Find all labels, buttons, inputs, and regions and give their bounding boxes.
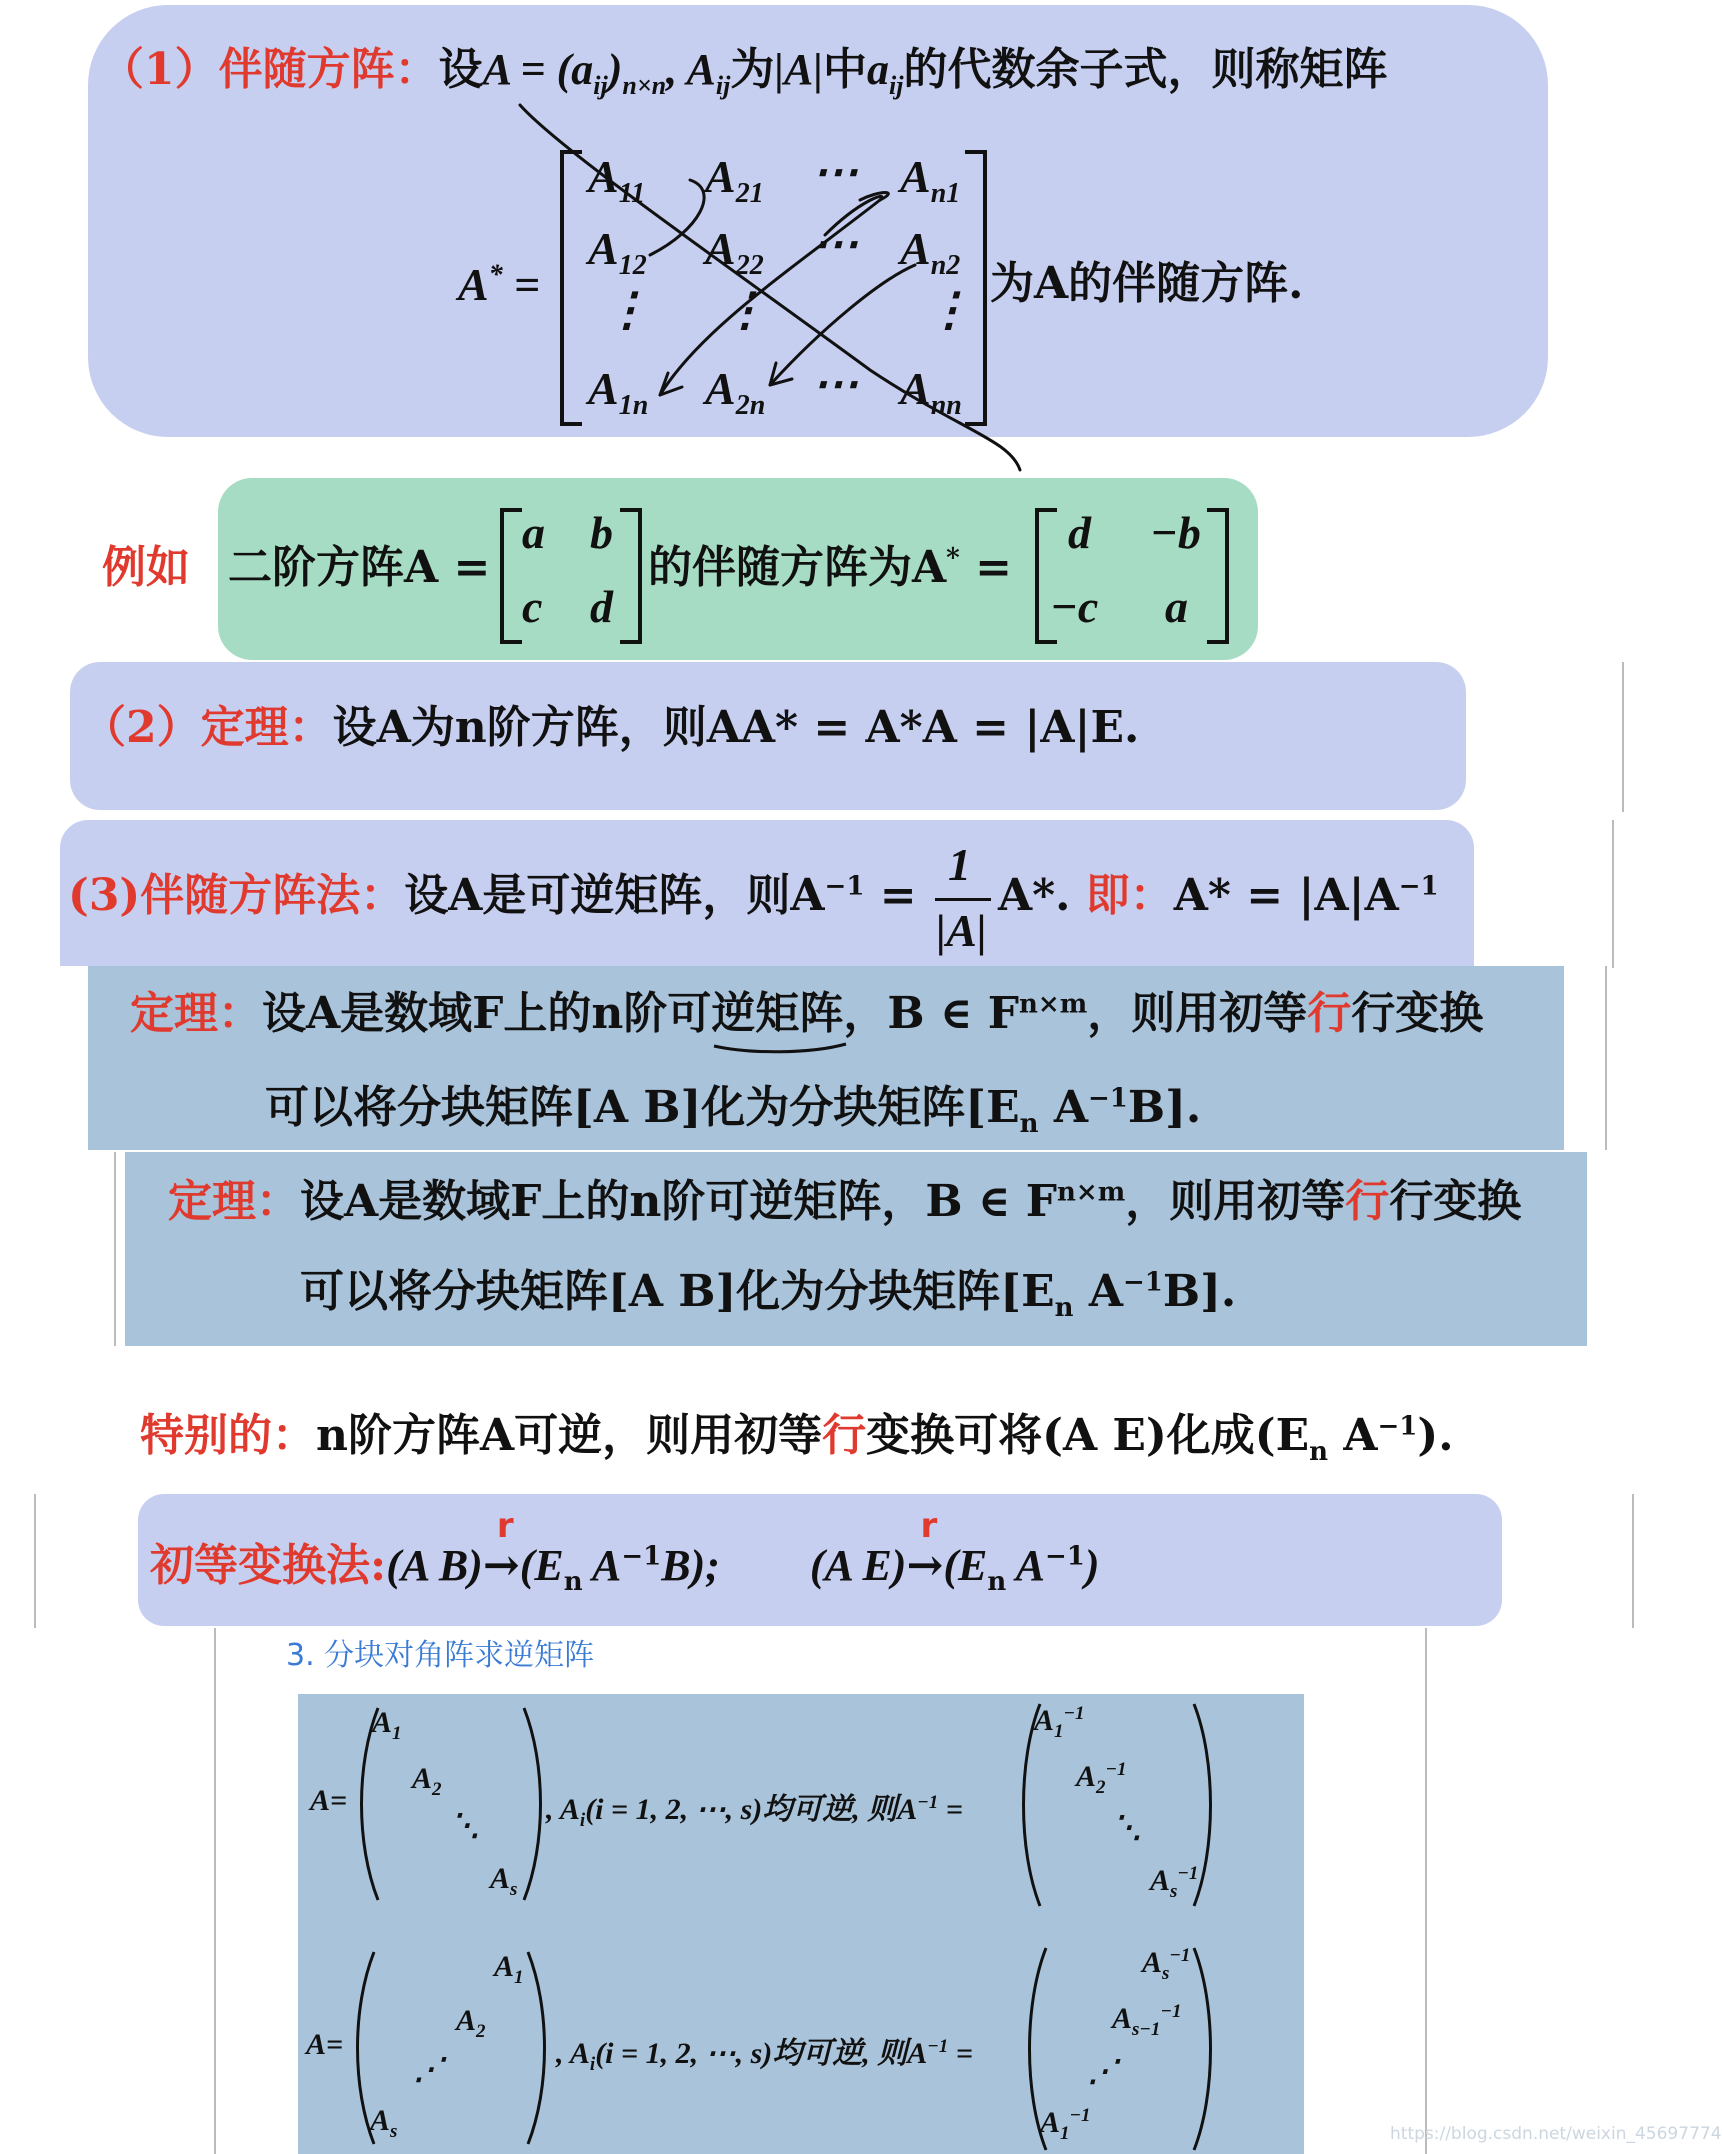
- page-edge-right-1: [1622, 662, 1624, 812]
- theorem2-line1: 定理：设A是数域F上的n阶可逆矩阵，B ∈ $F^{n\times m}$，则用初等行行变换: [168, 1176, 1522, 1227]
- example-matrix1-left-bracket: [500, 508, 522, 644]
- matrix-cell-A1n: $A_{1n}$: [588, 363, 649, 422]
- matrix-cell-A11: $A_{11}$: [588, 151, 646, 210]
- anti-inv-As: $A_s^{-1}$: [1142, 1945, 1191, 1984]
- watermark: https://blog.csdn.net/weixin_45697774: [1390, 2124, 1722, 2144]
- anti-adots-1: ⋰: [414, 2053, 444, 2086]
- matrix-vdots-col2: ⋮: [722, 284, 768, 335]
- block-ddots-1: ⋱: [450, 1809, 480, 1842]
- theorem2-line2: 可以将分块矩阵[A B]化为分块矩阵[$E_n$ $A^{-1}B$].: [300, 1266, 1237, 1323]
- section1-line: （1）伴随方阵：设$A = (a_{ij})_{n\times n}$, $A_{ij}$为|A|中$a_{ij}$的代数余子式，则称矩阵: [100, 44, 1388, 100]
- elementary-label: 初等变换法:: [150, 1540, 387, 1591]
- fraction-denominator: |A|: [936, 905, 987, 956]
- block-inv-A1: $A_1^{-1}$: [1034, 1703, 1085, 1742]
- matrix-cell-A2n: $A_{2n}$: [705, 363, 766, 422]
- matrix-vdots-col1: ⋮: [604, 284, 650, 335]
- block-As: $A_s$: [490, 1862, 518, 1900]
- example-m2-a: a: [1165, 581, 1188, 632]
- example-m1-a: a: [522, 507, 545, 558]
- block-condition-1: , $A_i(i = 1$, 2, ⋯, s)均可逆, 则$A^{-1}$ =: [546, 1792, 963, 1831]
- matrix-cell-dots-row1: ⋯: [812, 146, 858, 197]
- adjugate-symbol: A* =: [458, 259, 541, 310]
- block-A1: $A_1$: [372, 1706, 402, 1744]
- block-diagonal-title: 3. 分块对角阵求逆矩阵: [286, 1638, 595, 1673]
- theorem1-label: 定理：: [130, 988, 262, 1039]
- matrix-cell-An1: $A_{n1}$: [900, 151, 961, 210]
- matrix-cell-A22: $A_{22}$: [705, 223, 764, 282]
- anti-A2: $A_2$: [456, 2004, 486, 2042]
- example-m2-negb: −b: [1150, 507, 1201, 558]
- example-m1-b: b: [590, 507, 613, 558]
- handwritten-arrows: [0, 0, 1668, 520]
- page-edge-right-2: [1612, 820, 1614, 968]
- matrix-cell-dots-row2: ⋯: [812, 218, 858, 269]
- example-matrix2-right-bracket: [1207, 508, 1229, 644]
- block-eq-A-1: A=: [310, 1784, 348, 1817]
- fraction-bar: [935, 898, 991, 901]
- page-edge-right-5: [1425, 1628, 1427, 2154]
- example-text2: 的伴随方阵为A* =: [648, 542, 1012, 593]
- block-diagonal-box: [298, 1694, 1304, 2154]
- block-eq-A-2: A=: [306, 2028, 344, 2061]
- matrix-cell-An2: $A_{n2}$: [900, 223, 961, 282]
- section2-label: （2）定理：: [82, 702, 333, 753]
- special-label: 特别的：: [140, 1410, 316, 1461]
- anti-inv-A1: $A_1^{-1}$: [1040, 2105, 1091, 2144]
- example-m1-c: c: [522, 581, 543, 632]
- section3-label: (3)伴随方阵法：: [68, 870, 405, 921]
- page-edge-left-5: [214, 1628, 216, 2154]
- example-matrix1-right-bracket: [620, 508, 642, 644]
- matrix-cell-A12: $A_{12}$: [588, 223, 647, 282]
- matrix-cell-A21: $A_{21}$: [705, 151, 764, 210]
- anti-A1: $A_1$: [494, 1950, 524, 1988]
- block-condition-2: , $A_i(i = 1$, 2, ⋯, s)均可逆, 则$A^{-1}$ =: [556, 2036, 973, 2075]
- theorem1-line1: 定理：设A是数域F上的n阶可逆矩阵，B ∈ $F^{n\times m}$，则用初等行行变换: [130, 988, 1484, 1039]
- underline-stroke: [710, 1036, 850, 1056]
- anti-As: $A_s$: [370, 2104, 398, 2142]
- paren-right-4: [1190, 1944, 1220, 2154]
- anti-adots-2: ⋰: [1088, 2055, 1118, 2088]
- page-edge-right-4: [1632, 1494, 1634, 1628]
- ji-label: 即：: [1085, 870, 1174, 921]
- section3-line-tail: A*. 即：$A* = |A|A^{-1}$: [998, 870, 1439, 921]
- section1-label: （1）伴随方阵：: [100, 44, 439, 95]
- matrix-vdots-col4: ⋮: [926, 284, 972, 335]
- example-m2-negc: −c: [1050, 581, 1099, 632]
- section2-line: （2）定理：设A为n阶方阵，则AA* = A*A = |A|E.: [82, 702, 1140, 753]
- theorem2-label: 定理：: [168, 1176, 300, 1227]
- example-label: 例如: [102, 542, 190, 593]
- matrix-cell-dots-row3: ⋯: [812, 358, 858, 409]
- fraction-numerator: 1: [948, 839, 971, 890]
- block-inv-As: $A_s^{-1}$: [1150, 1863, 1199, 1902]
- example-m1-d: d: [590, 581, 613, 632]
- block-A2: $A_2$: [412, 1762, 442, 1800]
- matrix-cell-Ann: $A_{nn}$: [900, 363, 962, 422]
- page-edge-left-4: [34, 1494, 36, 1628]
- example-m2-d: d: [1068, 507, 1091, 558]
- anti-inv-As-1: $A_{s-1}^{-1}$: [1112, 2001, 1182, 2040]
- special-line: 特别的：n阶方阵A可逆，则用初等行变换可将(A E)化成($E_n$ $A^{-1}$).: [140, 1410, 1454, 1467]
- section3-line: (3)伴随方阵法：设A是可逆矩阵，则$A^{-1}$ =: [68, 870, 917, 921]
- paren-right-3: [524, 1948, 554, 2148]
- block-ddots-2: ⋱: [1112, 1811, 1142, 1844]
- page-edge-left-3: [114, 1152, 116, 1346]
- adjugate-suffix: 为A的伴随方阵.: [990, 258, 1304, 309]
- theorem1-line2: 可以将分块矩阵[A B]化为分块矩阵[$E_n$ $A^{-1}B$].: [265, 1082, 1202, 1139]
- page-edge-right-3: [1605, 966, 1607, 1150]
- block-inv-A2: $A_2^{-1}$: [1076, 1759, 1127, 1798]
- elementary-line: 初等变换法:(A B) r $\to(E_n$ $A^{-1}B$); (A E) r $\to(E_n$ $A^{-1}$): [150, 1506, 1100, 1597]
- example-text1: 二阶方阵A =: [228, 542, 491, 593]
